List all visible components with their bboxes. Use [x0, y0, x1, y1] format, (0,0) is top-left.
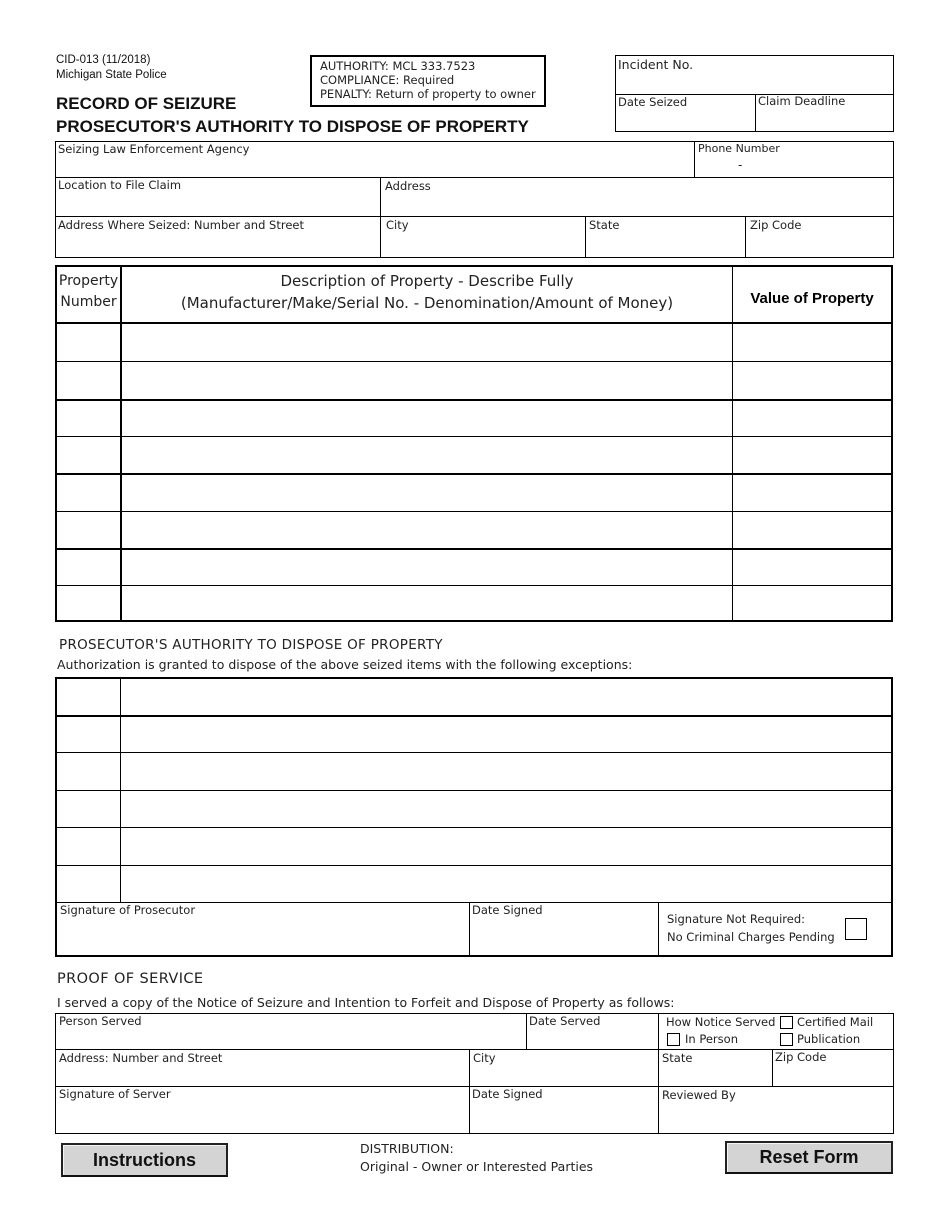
- date-served-label: Date Served: [529, 1014, 601, 1028]
- seizing-agency-field[interactable]: [58, 157, 690, 175]
- person-served-label: Person Served: [59, 1014, 142, 1028]
- property-value-field[interactable]: [735, 479, 889, 505]
- not-required-label-1: Signature Not Required:: [667, 912, 805, 926]
- property-row: [57, 401, 891, 435]
- reset-form-button[interactable]: Reset Form: [725, 1141, 893, 1174]
- property-description-field[interactable]: [124, 517, 729, 543]
- proof-heading: PROOF OF SERVICE: [57, 971, 204, 987]
- property-value-field[interactable]: [735, 367, 889, 393]
- date-seized-label: Date Seized: [618, 95, 688, 109]
- description-header-line1: Description of Property - Describe Fully: [280, 272, 574, 290]
- exception-description-field[interactable]: [124, 721, 886, 748]
- server-signature-field[interactable]: [59, 1104, 465, 1132]
- property-value-field[interactable]: [735, 517, 889, 543]
- exception-number-field[interactable]: [59, 683, 117, 710]
- prosecutor-date-label: Date Signed: [472, 903, 543, 917]
- property-row: [57, 438, 891, 472]
- phone-field[interactable]: [698, 157, 891, 175]
- address-field[interactable]: [385, 195, 890, 214]
- person-served-field[interactable]: [59, 1030, 522, 1047]
- proof-city-field[interactable]: [473, 1067, 655, 1084]
- city-label: City: [386, 218, 409, 232]
- property-number-field[interactable]: [59, 330, 119, 356]
- certified-mail-checkbox[interactable]: [780, 1016, 793, 1029]
- description-header-line2: (Manufacturer/Make/Serial No. - Denomination/Amount of Money): [180, 294, 674, 312]
- exception-description-field[interactable]: [124, 796, 886, 823]
- property-number-header: [57, 271, 120, 313]
- property-number-field[interactable]: [59, 442, 119, 468]
- proof-subtext: I served a copy of the Notice of Seizure and Intention to Forfeit and Dispose of Property as follows:: [57, 995, 675, 1010]
- prosecutor-signature-field[interactable]: [60, 920, 465, 954]
- proof-zip-label: Zip Code: [775, 1050, 827, 1064]
- exception-number-field[interactable]: [59, 833, 117, 860]
- server-date-field[interactable]: [472, 1104, 655, 1132]
- property-number-field[interactable]: [59, 479, 119, 505]
- proof-zip-field[interactable]: [775, 1067, 891, 1084]
- distribution-label: DISTRIBUTION:: [360, 1141, 454, 1156]
- property-description-field[interactable]: [124, 367, 729, 393]
- property-row: [57, 363, 891, 397]
- in-person-label: In Person: [685, 1032, 738, 1046]
- date-served-field[interactable]: [529, 1030, 655, 1047]
- publication-label: Publication: [797, 1032, 861, 1046]
- server-date-label: Date Signed: [472, 1087, 543, 1101]
- publication-checkbox[interactable]: [780, 1033, 793, 1046]
- exception-row: [57, 867, 891, 902]
- how-served-label: How Notice Served: [666, 1015, 776, 1029]
- exception-description-field[interactable]: [124, 833, 886, 860]
- description-header: [122, 270, 732, 314]
- property-row: [57, 587, 891, 621]
- incident-no-field[interactable]: [700, 58, 890, 90]
- agency-name: Michigan State Police: [56, 69, 167, 81]
- property-number-header-line1: Property: [58, 273, 119, 289]
- property-number-field[interactable]: [59, 405, 119, 431]
- exception-row: [57, 679, 891, 714]
- location-claim-label: Location to File Claim: [58, 178, 182, 192]
- property-number-field[interactable]: [59, 517, 119, 543]
- prosecutor-heading: PROSECUTOR'S AUTHORITY TO DISPOSE OF PROPERTY: [59, 637, 443, 653]
- property-description-field[interactable]: [124, 442, 729, 468]
- zip-label: Zip Code: [750, 218, 802, 232]
- exception-description-field[interactable]: [124, 683, 886, 710]
- incident-no-label: Incident No.: [618, 57, 694, 72]
- penalty-line: PENALTY: Return of property to owner: [320, 87, 536, 101]
- server-signature-label: Signature of Server: [59, 1087, 171, 1101]
- exception-number-field[interactable]: [59, 758, 117, 785]
- exception-number-field[interactable]: [59, 796, 117, 823]
- property-row: [57, 326, 891, 360]
- prosecutor-date-field[interactable]: [472, 920, 654, 954]
- exception-row: [57, 792, 891, 827]
- property-value-field[interactable]: [735, 442, 889, 468]
- exception-description-field[interactable]: [124, 871, 886, 898]
- property-row: [57, 550, 891, 584]
- form-subtitle: PROSECUTOR'S AUTHORITY TO DISPOSE OF PROPERTY: [56, 117, 529, 136]
- proof-state-label: State: [662, 1051, 693, 1065]
- zip-field[interactable]: [750, 234, 890, 255]
- property-row: [57, 475, 891, 509]
- property-value-field[interactable]: [735, 405, 889, 431]
- proof-state-field[interactable]: [662, 1067, 769, 1084]
- claim-deadline-field[interactable]: [758, 110, 891, 130]
- exception-description-field[interactable]: [124, 758, 886, 785]
- exception-row: [57, 829, 891, 864]
- value-header: Value of Property: [750, 290, 874, 307]
- in-person-checkbox[interactable]: [667, 1033, 680, 1046]
- date-seized-field[interactable]: [618, 110, 752, 130]
- state-label: State: [589, 218, 620, 232]
- property-value-field[interactable]: [735, 591, 889, 617]
- not-required-label-2: No Criminal Charges Pending: [667, 930, 835, 944]
- compliance-line: COMPLIANCE: Required: [320, 73, 455, 87]
- distribution-value: Original - Owner or Interested Parties: [360, 1159, 594, 1174]
- proof-address-label: Address: Number and Street: [59, 1051, 223, 1065]
- form-title: RECORD OF SEIZURE: [56, 94, 237, 113]
- prosecutor-signature-label: Signature of Prosecutor: [60, 903, 196, 917]
- property-number-header-line2: Number: [60, 294, 117, 310]
- property-description-field[interactable]: [124, 479, 729, 505]
- property-number-field[interactable]: [59, 367, 119, 393]
- proof-address-field[interactable]: [59, 1067, 465, 1084]
- exception-row: [57, 717, 891, 752]
- authority-line: AUTHORITY: MCL 333.7523: [320, 59, 476, 73]
- reviewed-by-label: Reviewed By: [662, 1088, 736, 1102]
- property-row: [57, 513, 891, 547]
- location-claim-field[interactable]: [58, 195, 376, 214]
- form-code: CID-013 (11/2018): [56, 54, 151, 66]
- address-label: Address: [385, 179, 431, 193]
- exception-row: [57, 754, 891, 789]
- exception-number-field[interactable]: [59, 871, 117, 898]
- exception-number-field[interactable]: [59, 721, 117, 748]
- proof-city-label: City: [473, 1051, 496, 1065]
- seizing-agency-label: Seizing Law Enforcement Agency: [58, 142, 250, 156]
- claim-deadline-label: Claim Deadline: [758, 94, 846, 108]
- city-field[interactable]: [386, 234, 581, 255]
- instructions-button[interactable]: Instructions: [61, 1143, 228, 1177]
- property-number-field[interactable]: [59, 554, 119, 580]
- authority-box: [310, 55, 546, 107]
- certified-mail-label: Certified Mail: [797, 1015, 874, 1029]
- property-value-field[interactable]: [735, 330, 889, 356]
- prosecutor-subtext: Authorization is granted to dispose of the above seized items with the following exceptions:: [57, 657, 633, 672]
- address-seized-label: Address Where Seized: Number and Street: [58, 218, 304, 232]
- property-number-field[interactable]: [59, 591, 119, 617]
- property-description-field[interactable]: [124, 405, 729, 431]
- property-value-field[interactable]: [735, 554, 889, 580]
- phone-separator: -: [738, 158, 743, 172]
- reviewed-by-field[interactable]: [662, 1104, 891, 1132]
- phone-label: Phone Number: [698, 142, 780, 155]
- state-field[interactable]: [589, 234, 741, 255]
- no-charges-checkbox[interactable]: [845, 918, 867, 940]
- property-description-field[interactable]: [124, 554, 729, 580]
- property-description-field[interactable]: [124, 330, 729, 356]
- address-seized-field[interactable]: [58, 234, 376, 255]
- property-description-field[interactable]: [124, 591, 729, 617]
